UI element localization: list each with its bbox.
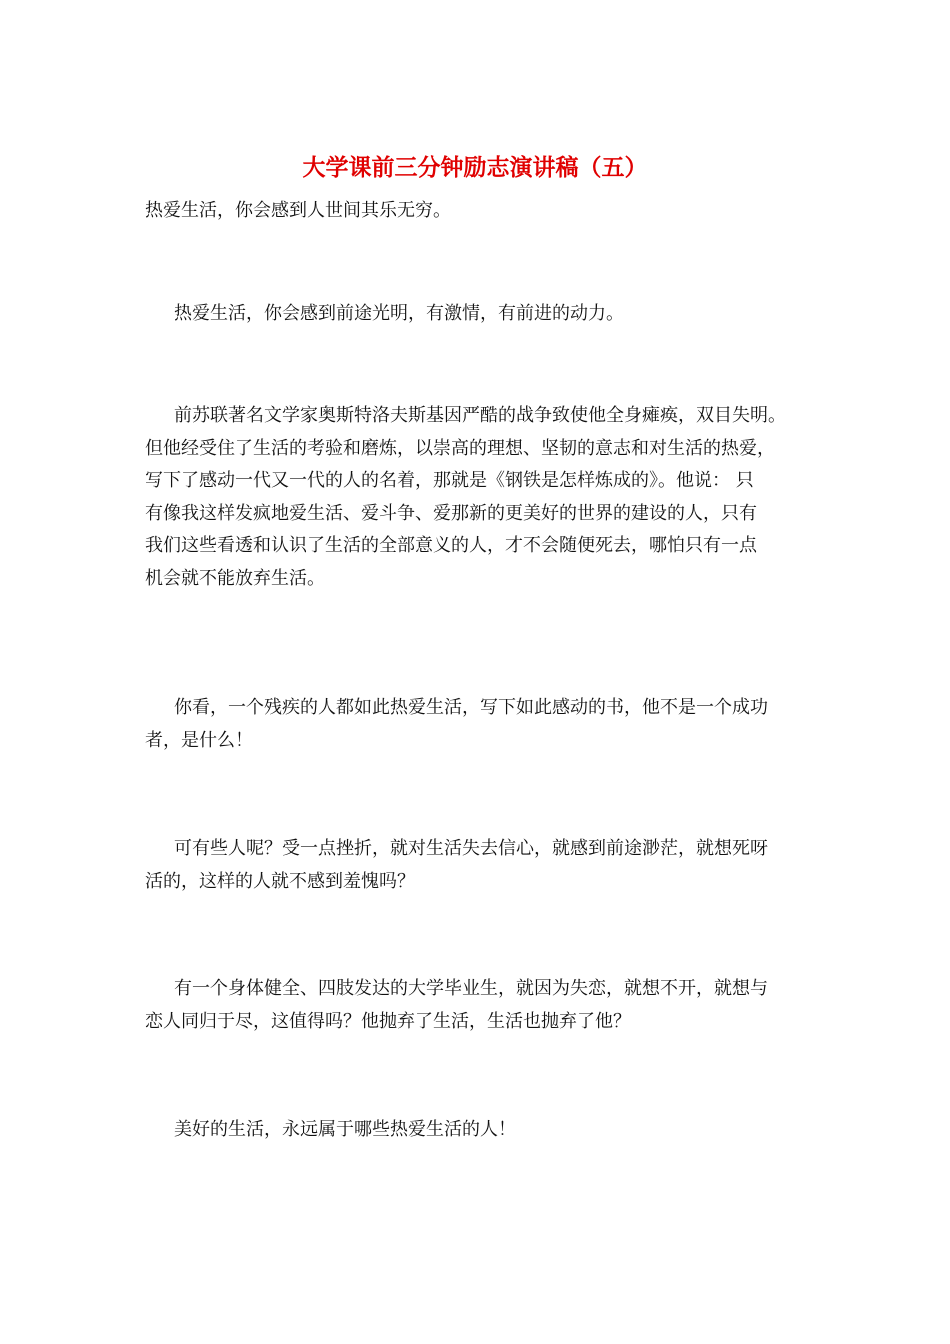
paragraph-line: 者，是什么！	[145, 729, 253, 751]
paragraph-line: 我们这些看透和认识了生活的全部意义的人，才不会随便死去，哪怕只有一点	[145, 535, 757, 556]
paragraph-line: 但他经受住了生活的考验和磨炼，以崇高的理想、坚韧的意志和对生活的热爱，	[145, 437, 775, 459]
paragraph-line: 有像我这样发疯地爱生活、爱斗争、爱那新的更美好的世界的建设的人，只有	[145, 502, 757, 524]
paragraph-line: 写下了感动一代又一代的人的名着，那就是《钢铁是怎样炼成的》。他说： 只	[145, 470, 754, 491]
paragraph-line: 可有些人呢？受一点挫折，就对生活失去信心，就感到前途渺茫，就想死呀	[174, 838, 768, 859]
paragraph-line: 你看，一个残疾的人都如此热爱生活，写下如此感动的书，他不是一个成功	[174, 697, 768, 718]
paragraph-line: 热爱生活，你会感到人世间其乐无穷。	[145, 200, 451, 221]
paragraph-line: 机会就不能放弃生活。	[145, 567, 325, 589]
paragraph-intro	[145, 195, 815, 228]
paragraph-line: 活的，这样的人就不感到羞愧吗？	[145, 870, 415, 892]
paragraph	[145, 1114, 815, 1147]
paragraph	[145, 692, 815, 757]
paragraph	[145, 973, 815, 1038]
paragraph	[145, 400, 815, 595]
paragraph-line: 热爱生活，你会感到前途光明，有激情，有前进的动力。	[174, 303, 624, 324]
paragraph	[145, 833, 815, 898]
paragraph	[145, 298, 815, 331]
paragraph-line: 恋人同归于尽，这值得吗？他抛弃了生活，生活也抛弃了他？	[145, 1010, 631, 1032]
paragraph-line: 有一个身体健全、四肢发达的大学毕业生，就因为失恋，就想不开，就想与	[174, 978, 768, 999]
document-title: 大学课前三分钟励志演讲稿（五）	[302, 154, 648, 181]
paragraph-line: 前苏联著名文学家奥斯特洛夫斯基因严酷的战争致使他全身瘫痪，双目失明。	[174, 405, 786, 426]
paragraph-line: 美好的生活，永远属于哪些热爱生活的人！	[174, 1119, 516, 1140]
